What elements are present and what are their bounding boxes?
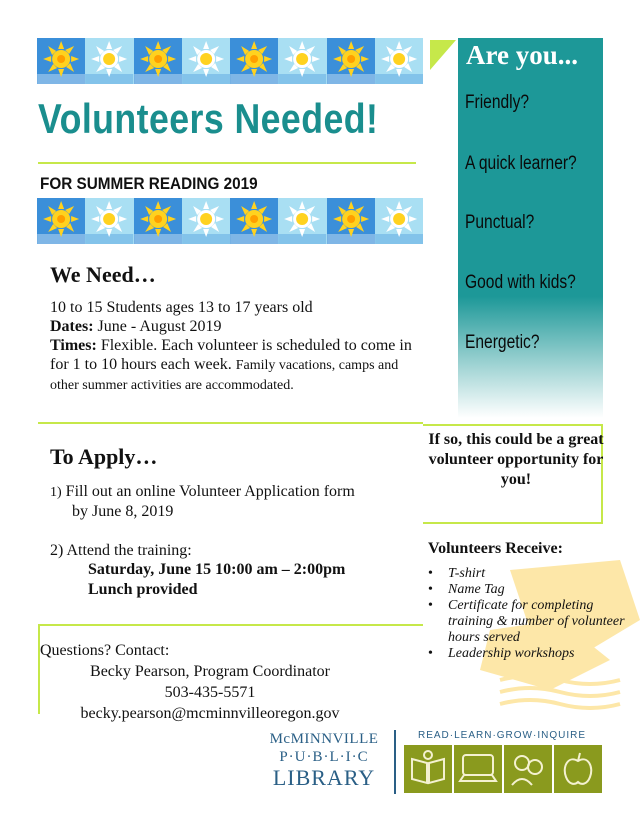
question-item: Friendly? bbox=[465, 92, 530, 113]
library-slogan: READ·LEARN·GROW·INQUIRE bbox=[417, 730, 586, 741]
computer-icon bbox=[454, 745, 502, 793]
callout-text: If so, this could be a great volunteer opportunity for you! bbox=[428, 431, 604, 488]
apply-step-2: 2) Attend the training: bbox=[50, 542, 192, 559]
contact-phone: 503-435-5571 bbox=[164, 684, 256, 701]
times-value: Flexible. Each volunteer is scheduled to come in for 1 to 10 hours each week. bbox=[50, 337, 412, 373]
sun-icon bbox=[85, 38, 133, 84]
receive-list bbox=[428, 566, 628, 662]
library-line-2: P·U·B·L·I·C bbox=[279, 749, 369, 765]
training-date: Saturday, June 15 10:00 am – 2:00pm bbox=[88, 561, 346, 578]
logo-divider bbox=[394, 730, 396, 794]
library-line-3: LIBRARY bbox=[272, 765, 376, 790]
divider bbox=[38, 624, 423, 626]
step-text: Fill out an online Volunteer Application form bbox=[65, 483, 355, 500]
sun-icon bbox=[37, 38, 85, 84]
contact-label: Questions? Contact: bbox=[40, 642, 170, 659]
dates-line bbox=[50, 317, 415, 336]
divider bbox=[38, 422, 423, 424]
dates-value: June - August 2019 bbox=[97, 318, 222, 335]
apple-icon bbox=[554, 745, 602, 793]
sun-icon bbox=[230, 198, 278, 244]
step-number: 1) bbox=[50, 485, 62, 500]
list-item: • T-shirt bbox=[428, 566, 628, 582]
training-lunch: Lunch provided bbox=[88, 581, 198, 598]
contact-name: Becky Pearson, Program Coordinator bbox=[90, 663, 330, 680]
we-need-body bbox=[50, 298, 415, 395]
receive-heading: Volunteers Receive: bbox=[428, 540, 563, 557]
divider bbox=[38, 162, 416, 164]
question-item: Energetic? bbox=[465, 332, 540, 353]
sun-icon bbox=[134, 198, 182, 244]
sun-icon bbox=[230, 38, 278, 84]
sun-strip-top bbox=[37, 38, 423, 84]
times-label: Times: bbox=[50, 337, 97, 354]
lime-triangle-decoration bbox=[430, 40, 456, 70]
apply-step-1 bbox=[50, 482, 420, 521]
book-icon bbox=[404, 745, 452, 793]
sun-icon bbox=[327, 38, 375, 84]
page-title: Volunteers Needed! bbox=[38, 95, 379, 142]
sun-icon bbox=[85, 198, 133, 244]
contact-email[interactable]: becky.pearson@mcminnvilleoregon.gov bbox=[80, 705, 340, 722]
times-line bbox=[50, 336, 415, 395]
sun-icon bbox=[375, 38, 423, 84]
sun-icon bbox=[278, 38, 326, 84]
we-need-heading: We Need… bbox=[50, 262, 156, 287]
to-apply-heading: To Apply… bbox=[50, 444, 158, 469]
library-line-1: McMINNVILLE bbox=[269, 731, 379, 747]
sun-strip-bottom bbox=[37, 198, 423, 244]
sun-icon bbox=[278, 198, 326, 244]
list-item: • Leadership workshops bbox=[428, 646, 628, 662]
sun-icon bbox=[327, 198, 375, 244]
dates-label: Dates: bbox=[50, 318, 94, 335]
sun-icon bbox=[37, 198, 85, 244]
page-subtitle: FOR SUMMER READING 2019 bbox=[40, 174, 258, 193]
step-deadline: by June 8, 2019 bbox=[72, 503, 174, 520]
library-logo bbox=[256, 730, 392, 790]
question-item: Good with kids? bbox=[465, 272, 576, 293]
sun-icon bbox=[182, 198, 230, 244]
question-item: A quick learner? bbox=[465, 153, 577, 174]
list-item: • Certificate for completing training & number of volunteer hours served bbox=[428, 598, 628, 646]
sun-icon bbox=[375, 198, 423, 244]
are-you-heading: Are you... bbox=[466, 40, 578, 70]
sun-icon bbox=[134, 38, 182, 84]
sun-icon bbox=[182, 38, 230, 84]
question-item: Punctual? bbox=[465, 212, 535, 233]
times-note: Family vacations, camps and other summer activities are accommodated. bbox=[50, 358, 399, 393]
contact-block bbox=[40, 640, 380, 724]
students-line: 10 to 15 Students ages 13 to 17 years old bbox=[50, 299, 313, 316]
list-item: • Name Tag bbox=[428, 582, 628, 598]
people-icon bbox=[504, 745, 552, 793]
